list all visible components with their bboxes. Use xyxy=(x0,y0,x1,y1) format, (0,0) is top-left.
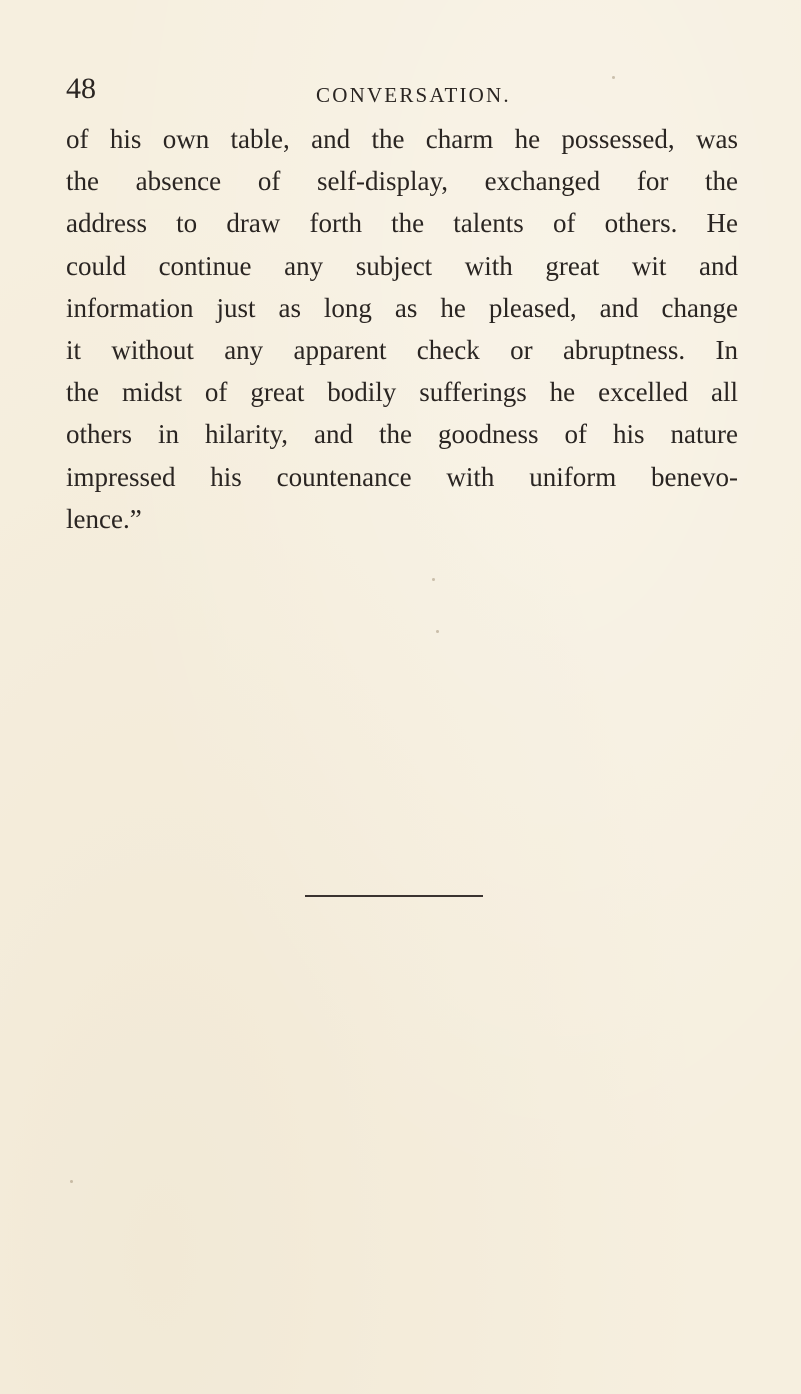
paper-speck xyxy=(436,630,439,633)
running-head: CONVERSATION. xyxy=(316,83,511,107)
text-line: of his own table, and the charm he possessed, was xyxy=(66,124,738,154)
text-line: lence.” xyxy=(66,503,142,534)
text-line: address to draw forth the talents of others. He xyxy=(66,208,738,239)
page-number: 48 xyxy=(66,72,96,105)
text-line: the absence of self-display, exchanged for the xyxy=(66,166,738,197)
body-paragraph xyxy=(66,118,738,540)
text-line: information just as long as he pleased, and change xyxy=(66,292,738,323)
text-line: others in hilarity, and the goodness of his nature xyxy=(66,419,738,450)
paper-speck xyxy=(612,76,615,79)
text-line: could continue any subject with great wit and xyxy=(66,250,738,281)
text-line: the midst of great bodily sufferings he excelled all xyxy=(66,377,738,408)
section-divider-rule xyxy=(305,895,483,897)
paper-speck xyxy=(432,578,435,581)
text-line: impressed his countenance with uniform benevo- xyxy=(66,461,738,492)
text-line: it without any apparent check or abruptness. In xyxy=(66,335,738,366)
paper-speck xyxy=(70,1180,73,1183)
